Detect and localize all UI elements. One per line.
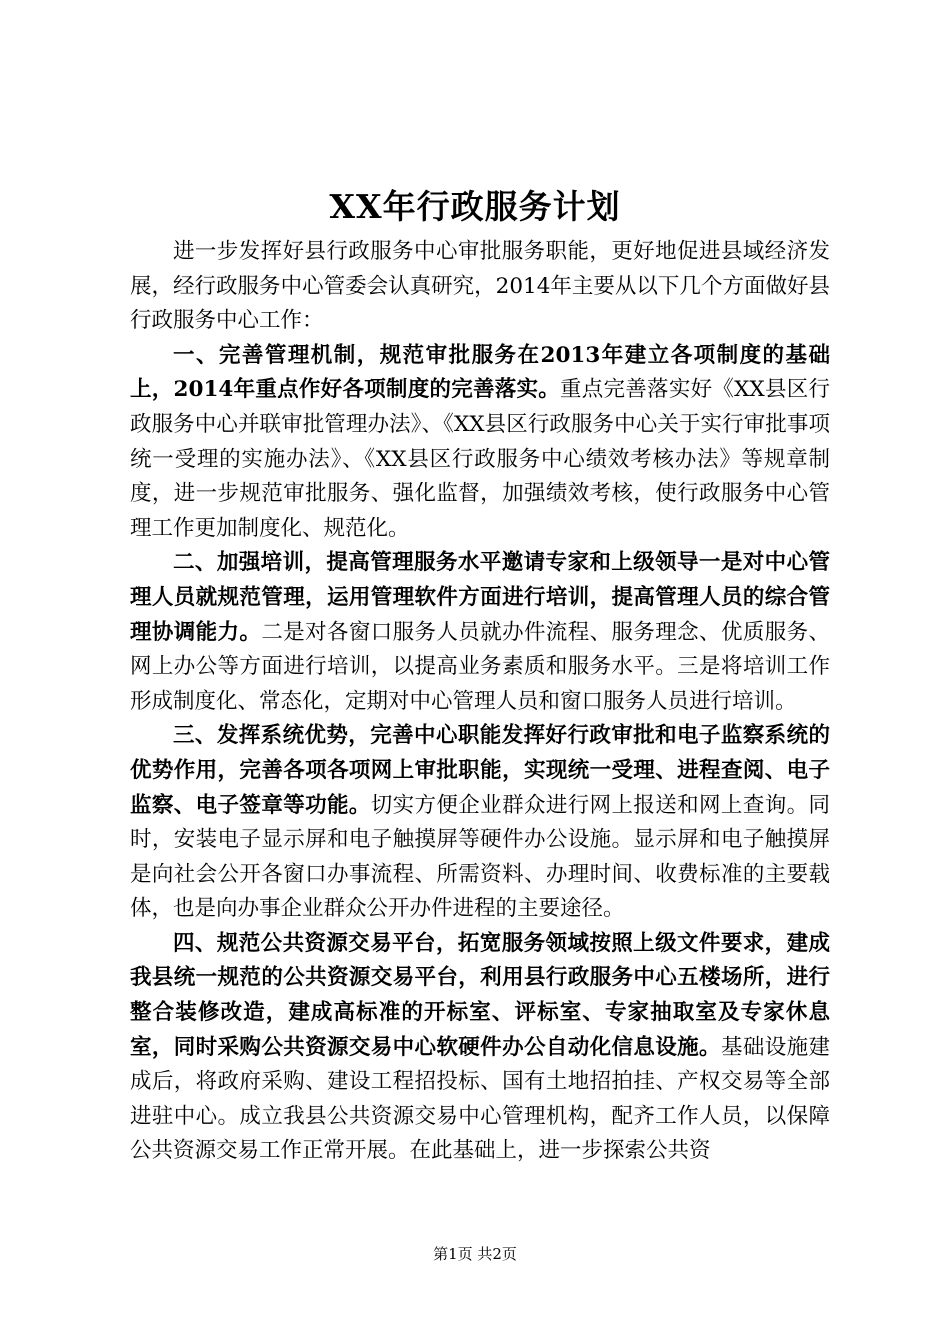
intro-paragraph: 进一步发挥好县行政服务中心审批服务职能，更好地促进县域经济发展，经行政服务中心管委会认真研究，2014年主要从以下几个方面做好县行政服务中心工作： bbox=[130, 239, 830, 334]
section-paragraph bbox=[130, 339, 830, 547]
section-heading: 一、完善管理机制，规范审批服务在2013年建立各项制度的基础上，2014年重点作好各项制度的完善落实。 bbox=[130, 342, 830, 403]
section-heading: 四、规范公共资源交易平台，拓宽服务领域按照上级文件要求，建成我县统一规范的公共资源交易平台，利用县行政服务中心五楼场所，进行整合装修改造，建成高标准的开标室、评标室、专家抽取室及专家休息室，同时采购公共资源交易中心软硬件办公自动化信息设施。 bbox=[130, 930, 830, 1060]
section-paragraph bbox=[130, 546, 830, 719]
page-footer: 第1页 共2页 bbox=[433, 1245, 517, 1263]
section-body: 基础设施建成后，将政府采购、建设工程招投标、国有土地招拍挂、产权交易等全部进驻中心。成立我县公共资源交易中心管理机构，配齐工作人员，以保障公共资源交易工作正常开展。在此基础上，进一步探索公共资 bbox=[130, 1034, 830, 1164]
section-paragraph bbox=[130, 927, 830, 1169]
document-title: XX年行政服务计划 bbox=[329, 187, 621, 226]
section-body: 切实方便企业群众进行网上报送和网上查询。同时，安装电子显示屏和电子触摸屏等硬件办公设施。显示屏和电子触摸屏是向社会公开各窗口办事流程、所需资料、办理时间、收费标准的主要载体，也是向办事企业群众公开办件进程的主要途径。 bbox=[130, 792, 830, 922]
section-body: 重点完善落实好《XX县区行政服务中心并联审批管理办法》、《XX县区行政服务中心关于实行审批事项统一受理的实施办法》、《XX县区行政服务中心绩效考核办法》等规章制度，进一步规范审批服务、强化监督，加强绩效考核，使行政服务中心管理工作更加制度化、规范化。 bbox=[130, 377, 830, 541]
section-body: 二是对各窗口服务人员就办件流程、服务理念、优质服务、网上办公等方面进行培训，以提高业务素质和服务水平。三是将培训工作形成制度化、常态化，定期对中心管理人员和窗口服务人员进行培训。 bbox=[130, 619, 830, 714]
section-paragraph bbox=[130, 719, 830, 927]
section-heading: 三、发挥系统优势，完善中心职能发挥好行政审批和电子监察系统的优势作用，完善各项各项网上审批职能，实现统一受理、进程查阅、电子监察、电子签章等功能。 bbox=[130, 723, 830, 818]
section-heading: 二、加强培训，提高管理服务水平邀请专家和上级领导一是对中心管理人员就规范管理，运用管理软件方面进行培训，提高管理人员的综合管理协调能力。 bbox=[130, 550, 830, 645]
document-body bbox=[130, 235, 830, 1169]
